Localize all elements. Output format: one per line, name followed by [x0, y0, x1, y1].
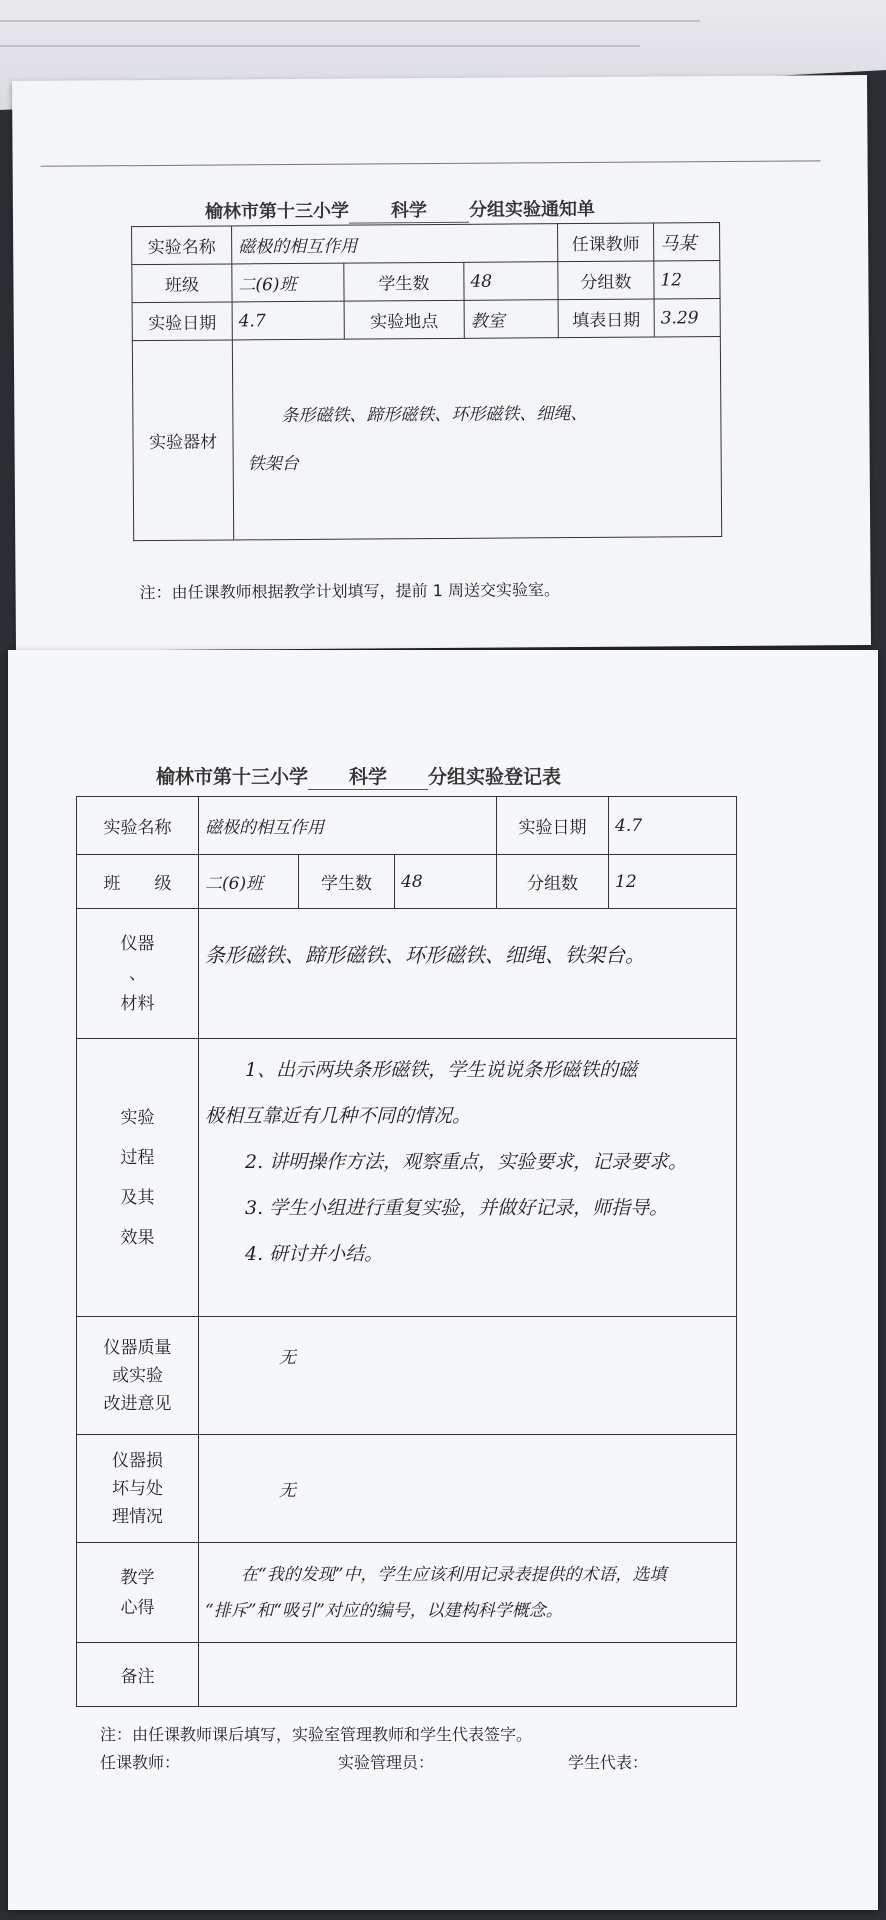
label-equipment: 实验器材: [132, 340, 233, 541]
label-line: 仪器质量: [103, 1337, 172, 1358]
label-student-count: 学生数: [344, 262, 464, 301]
label-damage: [77, 1435, 199, 1543]
label-experiment-name: 实验名称: [77, 797, 199, 855]
label-quality: [77, 1317, 199, 1435]
value-materials: 条形磁铁、蹄形磁铁、环形磁铁、细绳、铁架台。: [199, 909, 737, 1039]
process-step: 极相互靠近有几种不同的情况。: [205, 1105, 472, 1127]
notice-table: [131, 222, 722, 541]
value-quality: 无: [199, 1317, 737, 1435]
signature-teacher: 任课教师：: [100, 1753, 181, 1772]
label-student-count: 学生数: [299, 855, 395, 909]
label-line: 实验: [120, 1107, 155, 1128]
label-class: 班 级: [77, 855, 199, 909]
value-group-count: 12: [609, 855, 737, 909]
header-rule: [41, 160, 821, 166]
value-experiment-name: 磁极的相互作用: [199, 797, 497, 855]
notice-title: [205, 195, 595, 225]
value-group-count: 12: [654, 261, 720, 299]
school-name: 榆林市第十三小学: [204, 200, 350, 223]
equipment-line: 铁架台: [247, 453, 299, 474]
label-process: [77, 1039, 199, 1317]
label-line: 仪器损: [112, 1450, 163, 1471]
value-equipment: [232, 337, 721, 540]
notice-footnote: 注：由任课教师根据教学计划填写，提前 1 周送交实验室。: [139, 580, 561, 603]
label-line: 、: [129, 963, 146, 984]
subject: 科学: [349, 196, 469, 224]
value-experiment-date: 4.7: [232, 301, 344, 340]
paper-edge: [0, 45, 640, 47]
value-student-count: 48: [395, 855, 497, 909]
label-remarks: 备注: [77, 1643, 199, 1707]
value-teaching: [199, 1543, 737, 1643]
label-line: 效果: [120, 1227, 155, 1248]
teaching-line: “排斥”和“吸引”对应的编号，以建构科学概念。: [205, 1600, 563, 1621]
value-student-count: 48: [464, 262, 558, 301]
school-name: 榆林市第十三小学: [156, 766, 309, 788]
label-experiment-date: 实验日期: [132, 302, 232, 341]
value-experiment-date: 4.7: [609, 797, 737, 855]
label-line: 或实验: [112, 1365, 163, 1386]
value-class: 二(6)班: [199, 855, 299, 909]
register-sheet: [8, 650, 878, 1910]
label-fill-date: 填表日期: [558, 299, 654, 338]
signature-student-rep: 学生代表：: [568, 1753, 649, 1772]
teaching-line: 在“我的发现”中，学生应该利用记录表提供的术语，选填: [241, 1564, 667, 1585]
label-line: 理情况: [112, 1506, 163, 1527]
value-remarks: [199, 1643, 737, 1707]
subject: 科学: [308, 762, 428, 790]
value-teacher: 马某: [654, 223, 720, 261]
process-step: 2. 讲明操作方法，观察重点，实验要求，记录要求。: [245, 1151, 688, 1173]
value-fill-date: 3.29: [654, 299, 720, 337]
label-teaching: [77, 1543, 199, 1643]
value-class: 二(6)班: [232, 263, 344, 302]
label-line: 心得: [120, 1597, 155, 1618]
notice-sheet: [12, 75, 871, 651]
value-experiment-name: 磁极的相互作用: [232, 224, 558, 264]
register-footnote: 注：由任课教师课后填写，实验室管理教师和学生代表签字。: [100, 1725, 533, 1744]
equipment-line: 条形磁铁、蹄形磁铁、环形磁铁、细绳、: [281, 403, 588, 426]
value-process: [199, 1039, 737, 1317]
label-experiment-date: 实验日期: [497, 797, 609, 855]
label-materials: [77, 909, 199, 1039]
process-step: 4. 研讨并小结。: [245, 1243, 384, 1265]
label-experiment-name: 实验名称: [132, 226, 232, 265]
label-line: 仪器: [120, 933, 155, 954]
label-group-count: 分组数: [497, 855, 609, 909]
process-step: 1、出示两块条形磁铁，学生说说条形磁铁的磁: [245, 1059, 638, 1081]
form-name: 分组实验通知单: [468, 198, 596, 221]
label-location: 实验地点: [344, 300, 464, 339]
label-line: 教学: [120, 1567, 155, 1588]
label-class: 班级: [132, 264, 232, 303]
label-line: 坏与处: [112, 1478, 163, 1499]
label-line: 改进意见: [103, 1393, 172, 1414]
value-location: 教室: [464, 300, 558, 339]
form-name: 分组实验登记表: [428, 766, 562, 788]
register-table: [76, 796, 737, 1707]
process-step: 3. 学生小组进行重复实验，并做好记录，师指导。: [245, 1197, 669, 1219]
value-damage: 无: [199, 1435, 737, 1543]
label-teacher: 任课教师: [558, 223, 654, 262]
label-line: 及其: [120, 1187, 155, 1208]
label-line: 材料: [120, 993, 155, 1014]
label-line: 过程: [120, 1147, 155, 1168]
label-group-count: 分组数: [558, 261, 654, 300]
signature-lab-admin: 实验管理员：: [338, 1753, 435, 1772]
register-title: [156, 762, 561, 790]
paper-edge: [0, 20, 700, 22]
